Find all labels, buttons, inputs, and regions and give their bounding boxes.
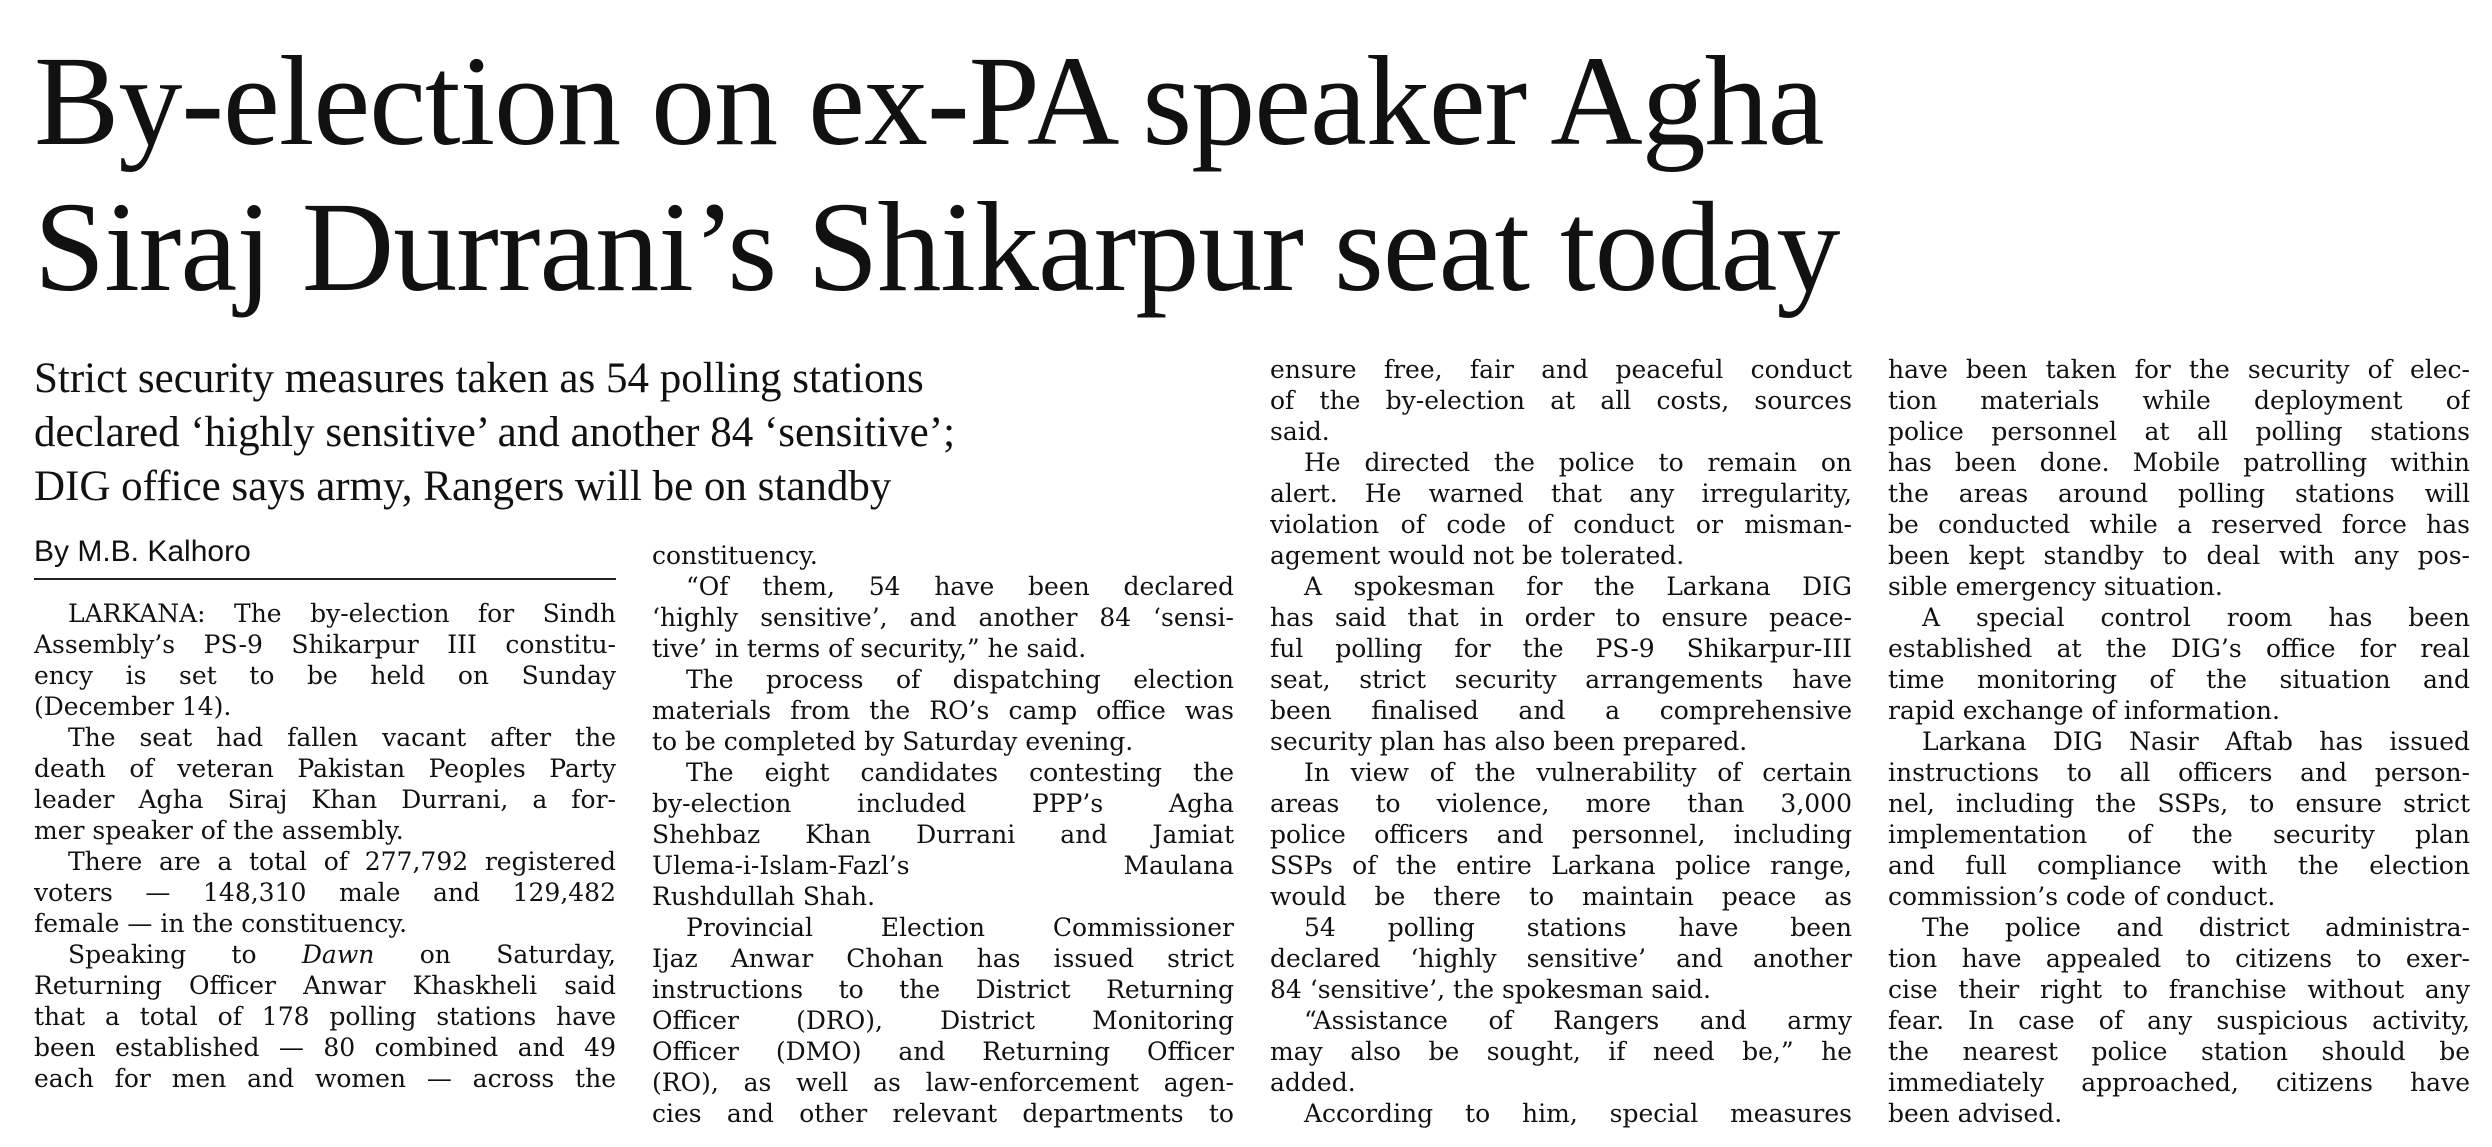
text-line: cies and other relevant departments to [652, 1099, 1234, 1128]
text-line: said. [1270, 417, 1330, 446]
headline [34, 28, 2474, 320]
text-line: (RO), as well as law-enforcement agen- [652, 1068, 1234, 1097]
text-line: Returning Officer Anwar Khaskheli said [34, 971, 616, 1000]
text-line: be conducted while a reserved force has [1888, 510, 2470, 539]
text-line: Officer (DRO), District Monitoring [652, 1006, 1234, 1035]
text-line: tion materials while deployment of [1888, 386, 2470, 415]
text-line: been advised. [1888, 1099, 2063, 1128]
article-column-4 [1888, 354, 2470, 1129]
text-line: sible emergency situation. [1888, 572, 2223, 601]
publication-name: Dawn [301, 940, 375, 969]
subheadline [34, 352, 1234, 514]
text-line: Officer (DMO) and Returning Officer [652, 1037, 1234, 1066]
text-line: Assembly’s PS-9 Shikarpur III constitu- [34, 630, 616, 659]
text-line: and full compliance with the election [1888, 851, 2470, 880]
text-line: by-election included PPP’s Agha [652, 789, 1234, 818]
text-line: Ulema-i-Islam-Fazl’s Maulana [652, 851, 1234, 880]
text-line: Rushdullah Shah. [652, 882, 876, 911]
text-line: voters — 148,310 male and 129,482 [34, 878, 616, 907]
text-line: Larkana DIG Nasir Aftab has issued [1922, 727, 2470, 756]
text-line: ensure free, fair and peaceful conduct [1270, 355, 1852, 384]
text-line: established at the DIG’s office for real [1888, 634, 2470, 663]
text-line: ful polling for the PS-9 Shikarpur-III [1270, 634, 1852, 663]
text-line: immediately approached, citizens have [1888, 1068, 2470, 1097]
subheadline-line: Strict security measures taken as 54 polling stations [34, 355, 924, 402]
text-line: that a total of 178 polling stations have [34, 1002, 616, 1031]
text-fragment: Speaking to [68, 940, 257, 969]
text-line: A spokesman for the Larkana DIG [1304, 572, 1852, 601]
article-column-1 [34, 598, 616, 1094]
text-line: LARKANA: The by-election for Sindh [68, 599, 616, 628]
text-line: agement would not be tolerated. [1270, 541, 1685, 570]
text-line: fear. In case of any suspicious activity, [1888, 1006, 2470, 1035]
text-line: implementation of the security plan [1888, 820, 2470, 849]
text-line: would be there to maintain peace as [1270, 882, 1852, 911]
text-line: declared ‘highly sensitive’ and another [1270, 944, 1852, 973]
article-column-2 [652, 540, 1234, 1129]
headline-line: By-election on ex-PA speaker Agha [34, 30, 1824, 172]
subheadline-line: DIG office says army, Rangers will be on standby [34, 463, 892, 510]
text-line: each for men and women — across the [34, 1064, 616, 1093]
text-line: He directed the police to remain on [1304, 448, 1852, 477]
text-line: police officers and personnel, including [1270, 820, 1852, 849]
text-line: Ijaz Anwar Chohan has issued strict [652, 944, 1234, 973]
article-column-3 [1270, 354, 1852, 1129]
text-line: instructions to the District Returning [652, 975, 1234, 1004]
text-line: In view of the vulnerability of certain [1304, 758, 1852, 787]
text-line: to be completed by Saturday evening. [652, 727, 1134, 756]
byline-divider [34, 578, 616, 580]
text-line: seat, strict security arrangements have [1270, 665, 1852, 694]
text-line: commission’s code of conduct. [1888, 882, 2276, 911]
text-line: death of veteran Pakistan Peoples Party [34, 754, 616, 783]
text-fragment: on Saturday, [419, 940, 616, 969]
text-line: violation of code of conduct or misman- [1270, 510, 1852, 539]
text-line: has said that in order to ensure peace- [1270, 603, 1852, 632]
text-line: have been taken for the security of elec- [1888, 355, 2470, 384]
text-line: alert. He warned that any irregularity, [1270, 479, 1852, 508]
text-line: constituency. [652, 541, 818, 570]
text-line: “Assistance of Rangers and army [1304, 1006, 1852, 1035]
byline: By M.B. Kalhoro [34, 535, 251, 568]
text-line: Provincial Election Commissioner [686, 913, 1234, 942]
subheadline-line: declared ‘highly sensitive’ and another 84 ‘sensitive’; [34, 409, 956, 456]
text-line: The police and district administra- [1922, 913, 2470, 942]
text-line: nel, including the SSPs, to ensure strict [1888, 789, 2470, 818]
text-line: been established — 80 combined and 49 [34, 1033, 616, 1062]
text-line: SSPs of the entire Larkana police range, [1270, 851, 1852, 880]
text-line: has been done. Mobile patrolling within [1888, 448, 2470, 477]
text-line: tive’ in terms of security,” he said. [652, 634, 1087, 663]
text-line: ency is set to be held on Sunday [34, 661, 616, 690]
text-line: The eight candidates contesting the [686, 758, 1234, 787]
text-line: A special control room has been [1922, 603, 2470, 632]
headline-line: Siraj Durrani’s Shikarpur seat today [34, 176, 1840, 318]
text-line: areas to violence, more than 3,000 [1270, 789, 1852, 818]
text-line: ‘highly sensitive’, and another 84 ‘sensi- [652, 603, 1234, 632]
text-line: “Of them, 54 have been declared [686, 572, 1234, 601]
text-line: may also be sought, if need be,” he [1270, 1037, 1852, 1066]
text-line: security plan has also been prepared. [1270, 727, 1748, 756]
text-line: mer speaker of the assembly. [34, 816, 404, 845]
text-line: 54 polling stations have been [1304, 913, 1852, 942]
text-line: The process of dispatching election [686, 665, 1234, 694]
text-line: leader Agha Siraj Khan Durrani, a for- [34, 785, 616, 814]
text-line: rapid exchange of information. [1888, 696, 2280, 725]
text-line: of the by-election at all costs, sources [1270, 386, 1852, 415]
text-line: the nearest police station should be [1888, 1037, 2470, 1066]
text-line: The seat had fallen vacant after the [68, 723, 616, 752]
text-line: According to him, special measures [1304, 1099, 1852, 1128]
text-line: police personnel at all polling stations [1888, 417, 2470, 446]
text-line: Shehbaz Khan Durrani and Jamiat [652, 820, 1234, 849]
text-line [34, 939, 616, 970]
text-line: cise their right to franchise without any [1888, 975, 2470, 1004]
text-line: There are a total of 277,792 registered [68, 847, 616, 876]
text-line: tion have appealed to citizens to exer- [1888, 944, 2470, 973]
text-line: time monitoring of the situation and [1888, 665, 2470, 694]
text-line: instructions to all officers and person- [1888, 758, 2470, 787]
text-line: 84 ‘sensitive’, the spokesman said. [1270, 975, 1711, 1004]
text-line: female — in the constituency. [34, 909, 408, 938]
text-line: been kept standby to deal with any pos- [1888, 541, 2470, 570]
text-line: (December 14). [34, 692, 232, 721]
text-line: materials from the RO’s camp office was [652, 696, 1234, 725]
text-line: been finalised and a comprehensive [1270, 696, 1852, 725]
text-line: the areas around polling stations will [1888, 479, 2470, 508]
text-line: added. [1270, 1068, 1356, 1097]
